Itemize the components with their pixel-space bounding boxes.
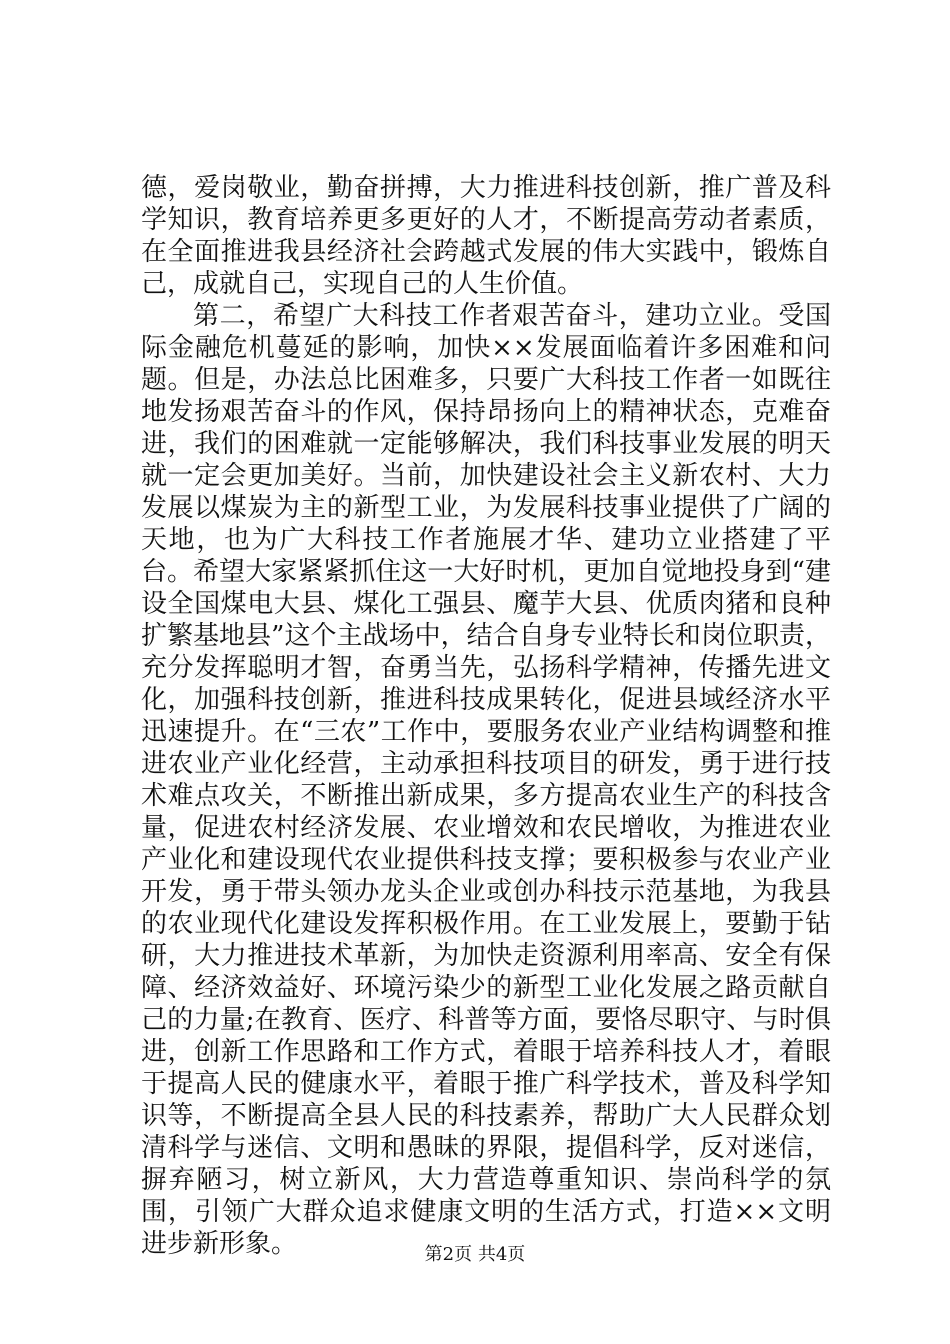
page-footer: 第2页 共4页 — [424, 1244, 526, 1265]
paragraph-continuation: 德，爱岗敬业，勤奋拼搏，大力推进科技创新，推广普及科学知识，教育培养更多更好的人才，不断提高劳动者素质，在全面推进我县经济社会跨越式发展的伟大实践中，锻炼自己，成就自己，实现自己的人生价值。 — [141, 173, 831, 299]
body-text — [141, 172, 831, 1260]
paragraph-second-point: 第二，希望广大科技工作者艰苦奋斗，建功立业。受国际金融危机蔓延的影响，加快××发展面临着许多困难和问题。但是，办法总比困难多，只要广大科技工作者一如既往地发扬艰苦奋斗的作风，保持昂扬向上的精神状态，克难奋进，我们的困难就一定能够解决，我们科技事业发展的明天就一定会更加美好。当前，加快建设社会主义新农村、大力发展以煤炭为主的新型工业，为发展科技事业提供了广阔的天地，也为广大科技工作者施展才华、建功立业搭建了平台。希望大家紧紧抓住这一大好时机，更加自觉地投身到“建设全国煤电大县、煤化工强县、魔芋大县、优质肉猪和良种扩繁基地县”这个主战场中，结合自身专业特长和岗位职责，充分发挥聪明才智，奋勇当先，弘扬科学精神，传播先进文化，加强科技创新，推进科技成果转化，促进县域经济水平迅速提升。在“三农”工作中，要服务农业产业结构调整和推进农业产业化经营，主动承担科技项目的研发，勇于进行技术难点攻关，不断推出新成果，多方提高农业生产的科技含量，促进农村经济发展、农业增效和农民增收，为推进农业产业化和建设现代农业提供科技支撑；要积极参与农业产业开发，勇于带头领办龙头企业或创办科技示范基地，为我县的农业现代化建设发挥积极作用。在工业发展上，要勤于钻研，大力推进技术革新，为加快走资源利用率高、安全有保障、经济效益好、环境污染少的新型工业化发展之路贡献自己的力量;在教育、医疗、科普等方面，要恪尽职守、与时俱进，创新工作思路和工作方式，着眼于培养科技人才，着眼于提高人民的健康水平，着眼于推广科学技术，普及科学知识等，不断提高全县人民的科技素养，帮助广大人民群众划清科学与迷信、文明和愚昧的界限，提倡科学，反对迷信，摒弃陋习，树立新风，大力营造尊重知识、崇尚科学的氛围，引领广大群众追求健康文明的生活方式，打造××文明进步新形象。 — [141, 301, 831, 1259]
